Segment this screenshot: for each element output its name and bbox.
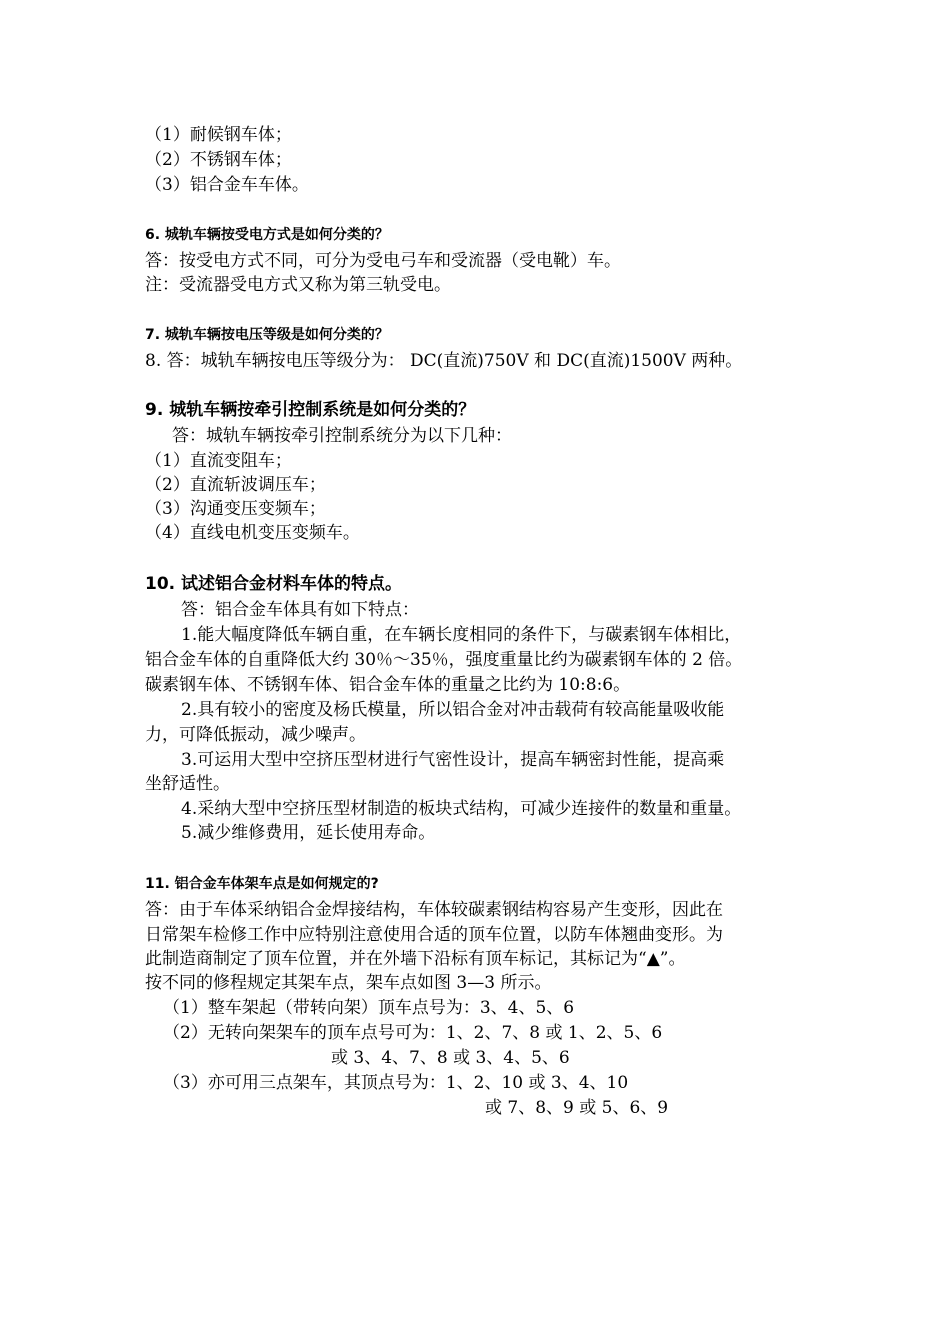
list-item-continuation: 或 3、4、7、8 或 3、4、5、6 xyxy=(331,1048,570,1068)
list-item: （2）不锈钢车体； xyxy=(145,150,292,170)
question-heading-11: 11. 铝合金车体架车点是如何规定的? xyxy=(145,876,379,892)
list-item: （2）无转向架架车的顶车点号可为：1、2、7、8 或 1、2、5、6 xyxy=(163,1023,663,1043)
list-item: （1）整车架起（带转向架）顶车点号为：3、4、5、6 xyxy=(163,998,575,1018)
note-text: 注：受流器受电方式又称为第三轨受电。 xyxy=(145,275,451,295)
paragraph-line: 按不同的修程规定其架车点，架车点如图 3—3 所示。 xyxy=(145,973,552,993)
paragraph-line: 日常架车检修工作中应特别注意使用合适的顶车位置，以防车体翘曲变形。为 xyxy=(145,925,723,945)
paragraph-line: 铝合金车体的自重降低大约 30％～35％，强度重量比约为碳素钢车体的 2 倍。 xyxy=(145,650,743,670)
list-item-continuation: 或 7、8、9 或 5、6、9 xyxy=(485,1098,669,1118)
paragraph-line: 碳素钢车体、不锈钢车体、铝合金车体的重量之比约为 10:8:6。 xyxy=(145,675,631,695)
paragraph-line: 力，可降低振动，减少噪声。 xyxy=(145,725,366,745)
paragraph-line: 坐舒适性。 xyxy=(145,774,230,794)
paragraph-line: 4.采纳大型中空挤压型材制造的板块式结构，可减少连接件的数量和重量。 xyxy=(181,799,742,819)
paragraph-line: 5.减少维修费用，延长使用寿命。 xyxy=(181,823,436,843)
paragraph-line: 3.可运用大型中空挤压型材进行气密性设计，提高车辆密封性能，提高乘 xyxy=(181,750,725,770)
question-heading-6: 6. 城轨车辆按受电方式是如何分类的？ xyxy=(145,227,389,243)
list-item: （1）耐候钢车体； xyxy=(145,125,292,145)
answer-text: 答：由于车体采纳铝合金焊接结构，车体较碳素钢结构容易产生变形，因此在 xyxy=(145,900,723,920)
paragraph-line: 此制造商制定了顶车位置，并在外墙下沿标有顶车标记，其标记为“▲”。 xyxy=(145,949,686,969)
answer-text: 答：城轨车辆按牵引控制系统分为以下几种： xyxy=(172,426,512,446)
list-item: （3）亦可用三点架车，其顶点号为：1、2、10 或 3、4、10 xyxy=(163,1073,629,1093)
list-item: （3）铝合金车车体。 xyxy=(145,175,309,195)
list-item: （2）直流斩波调压车； xyxy=(145,475,326,495)
paragraph-line: 2.具有较小的密度及杨氏模量，所以铝合金对冲击载荷有较高能量吸收能 xyxy=(181,700,725,720)
answer-text: 8. 答：城轨车辆按电压等级分为： DC(直流)750V 和 DC(直流)1500V 两种。 xyxy=(145,351,743,371)
list-item: （1）直流变阻车； xyxy=(145,451,292,471)
question-heading-7: 7. 城轨车辆按电压等级是如何分类的？ xyxy=(145,327,389,343)
list-item: （4）直线电机变压变频车。 xyxy=(145,523,360,543)
list-item: （3）沟通变压变频车； xyxy=(145,499,326,519)
answer-text: 答：铝合金车体具有如下特点： xyxy=(181,600,419,620)
paragraph-line: 1.能大幅度降低车辆自重，在车辆长度相同的条件下，与碳素钢车体相比， xyxy=(181,625,742,645)
question-heading-9: 9. 城轨车辆按牵引控制系统是如何分类的？ xyxy=(145,400,476,420)
question-heading-10: 10. 试述铝合金材料车体的特点。 xyxy=(145,574,403,594)
answer-text: 答：按受电方式不同，可分为受电弓车和受流器（受电靴）车。 xyxy=(145,251,621,271)
